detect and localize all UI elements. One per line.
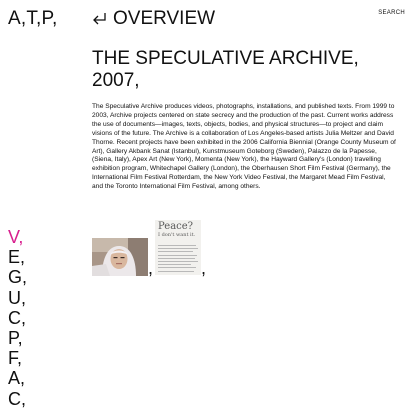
nav-letter-a[interactable]: A,	[8, 368, 26, 389]
nav-letter-c-2[interactable]: C,	[8, 388, 26, 409]
category-letter-nav	[8, 227, 27, 409]
poster-body-text	[158, 245, 198, 274]
poster-heading: Peace?	[158, 221, 194, 232]
nav-letter-c[interactable]: C,	[8, 307, 26, 328]
overview-back-link[interactable]	[92, 8, 215, 30]
search-link[interactable]: SEARCH	[378, 10, 405, 16]
project-image-poster[interactable]	[155, 220, 201, 275]
nav-letter-p[interactable]: P,	[8, 327, 23, 348]
project-title	[92, 48, 359, 92]
project-image-portrait[interactable]	[92, 238, 148, 276]
nav-letter-g[interactable]: G,	[8, 267, 28, 288]
image-separator: ,	[148, 258, 154, 278]
portrait-photo	[92, 238, 148, 276]
nav-letter-v[interactable]: V,	[8, 227, 24, 247]
poster-subheading: I don't want it.	[158, 232, 196, 238]
site-title[interactable]: A,T,P,	[8, 8, 58, 29]
image-separator: ,	[201, 258, 207, 278]
project-title-name: THE SPECULATIVE ARCHIVE,	[92, 48, 359, 69]
nav-letter-e[interactable]: E,	[8, 247, 26, 268]
return-arrow-icon	[92, 12, 107, 26]
project-title-year: 2007,	[92, 70, 140, 91]
nav-letter-f[interactable]: F,	[8, 348, 23, 369]
overview-label: OVERVIEW	[113, 8, 216, 29]
project-description: The Speculative Archive produces videos, photographs, installations, and published texts. From 1999 to 2003, Archive projects centered on state secrecy and the production of the past. Current works address the use of documents—images, texts, objects, bodies, and physical structures—to project and claim visions of the future. The Archive is a collaboration of Los Angeles-based artists Julia Meltzer and David Thorne. Recent projects have been exhibited in the 2006 California Biennial (Orange County Museum of Art), Gallery Akbank Sanat (Istanbul), Kunstmuseum Goteborg (Sweden), Palazzo de la Papesse, (Siena, Italy), Apex Art (New York), Momenta (New York), the Hayward Gallery's (London) travelling exhibition program, Whitechapel Gallery (London), the Oberhausen Short Film Festival (Germany), the International Film Festival Rotterdam, the New York Video Festival, the Margaret Mead Film Festival, and the Toronto International Film Festival, among others.	[92, 103, 396, 191]
nav-letter-u[interactable]: U,	[8, 287, 26, 308]
